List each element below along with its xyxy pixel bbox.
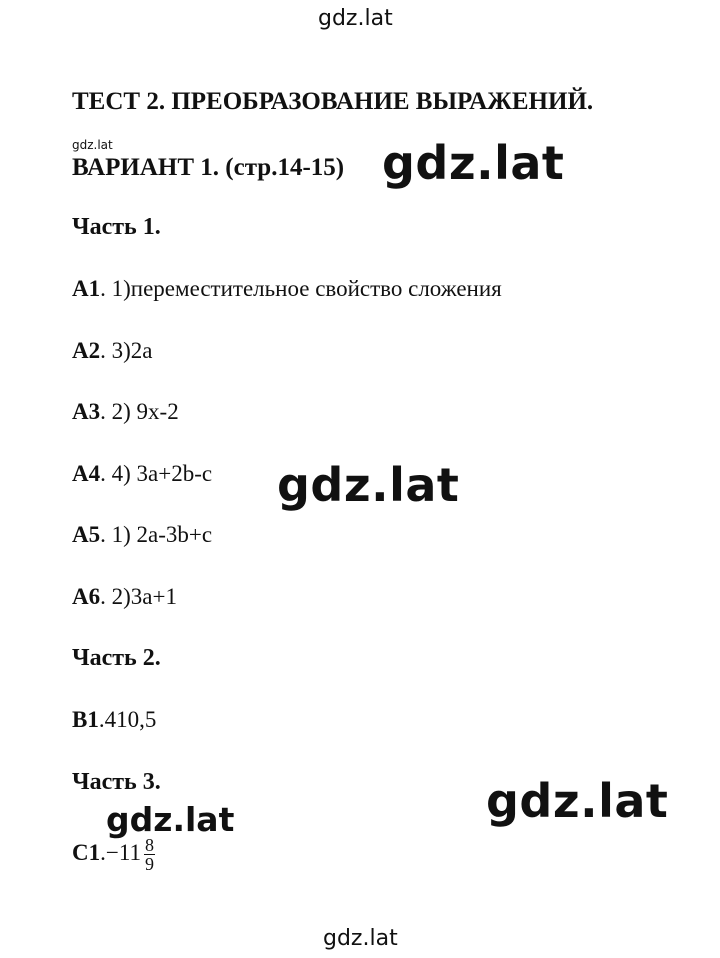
fraction-denominator: 9: [145, 854, 154, 874]
answer-c1: [72, 836, 155, 873]
answer-text: . 2)3а+1: [100, 584, 177, 609]
answer-a4: [72, 461, 212, 487]
watermark-big-3: gdz.lat: [486, 774, 669, 828]
answer-label: А1: [72, 276, 101, 301]
watermark-big-1: gdz.lat: [382, 136, 565, 190]
watermark-big-2: gdz.lat: [277, 458, 460, 512]
part-2-heading: Часть 2.: [72, 645, 161, 671]
answer-b1: [72, 707, 156, 733]
answer-label: В1: [72, 707, 99, 732]
answer-a5: [72, 522, 212, 548]
variant-heading: ВАРИАНТ 1. (стр.14-15): [72, 154, 345, 181]
fraction-numerator: 8: [145, 835, 154, 855]
answer-text: . 2) 9х-2: [100, 399, 179, 424]
answer-label: А4: [72, 461, 101, 486]
answer-a3: [72, 399, 179, 425]
answer-a2: [72, 338, 153, 364]
answer-label: С1: [72, 839, 101, 865]
answer-label: А2: [72, 338, 101, 363]
test-title: ТЕСТ 2. ПРЕОБРАЗОВАНИЕ ВЫРАЖЕНИЙ.: [72, 88, 594, 115]
answer-text: . 4) 3а+2b-c: [100, 461, 213, 486]
answer-text: .−11: [100, 839, 141, 865]
answer-text: .410,5: [98, 707, 157, 732]
answer-label: А3: [72, 399, 101, 424]
watermark-small: gdz.lat: [72, 138, 113, 152]
answer-a1: [72, 276, 502, 302]
answer-a6: [72, 584, 177, 610]
answer-label: А5: [72, 522, 101, 547]
answer-label: А6: [72, 584, 101, 609]
answer-text: . 3)2а: [100, 338, 153, 363]
part-1-heading: Часть 1.: [72, 214, 161, 240]
watermark-mid: gdz.lat: [106, 800, 235, 839]
fraction: [144, 836, 155, 873]
answer-text: . 1) 2а-3b+c: [100, 522, 213, 547]
watermark-top: gdz.lat: [318, 6, 393, 31]
part-3-heading: Часть 3.: [72, 769, 161, 795]
watermark-bottom: gdz.lat: [323, 926, 398, 951]
answer-text: . 1)переместительное свойство сложения: [100, 276, 502, 301]
